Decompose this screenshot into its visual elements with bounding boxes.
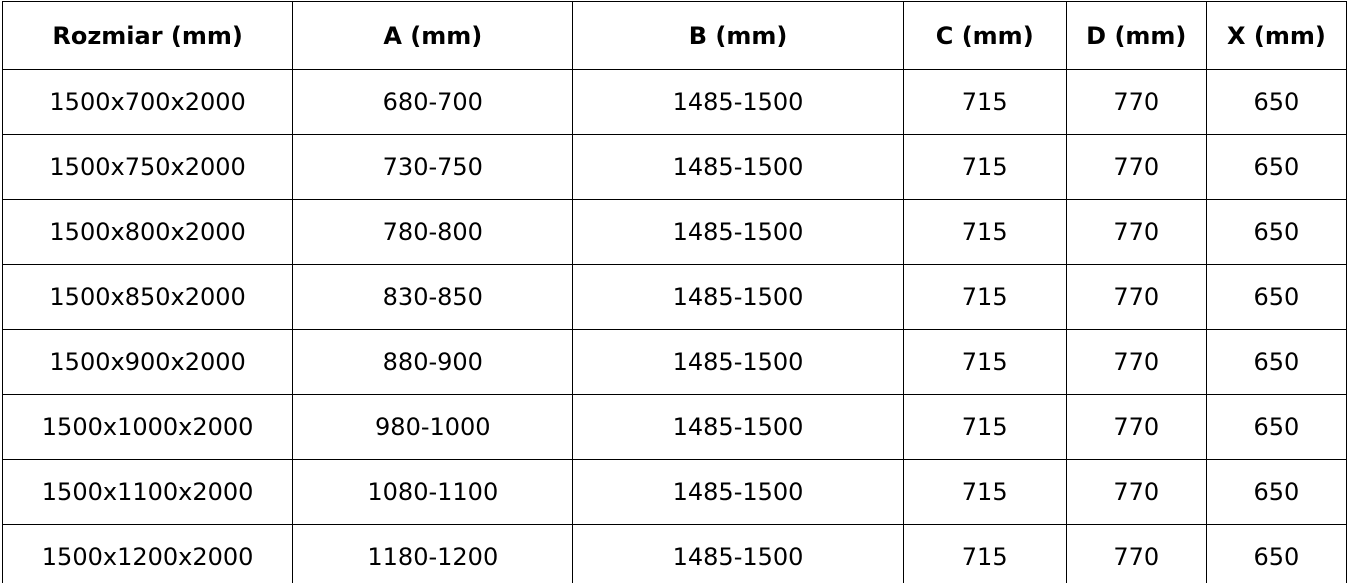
cell-x: 650 [1206, 135, 1346, 200]
cell-x: 650 [1206, 395, 1346, 460]
cell-c: 715 [903, 70, 1066, 135]
cell-c: 715 [903, 135, 1066, 200]
cell-b: 1485-1500 [573, 70, 903, 135]
table-row [3, 395, 1347, 460]
cell-b: 1485-1500 [573, 265, 903, 330]
cell-x: 650 [1206, 460, 1346, 525]
table-row [3, 135, 1347, 200]
cell-b: 1485-1500 [573, 525, 903, 583]
cell-d: 770 [1066, 70, 1206, 135]
cell-b: 1485-1500 [573, 200, 903, 265]
cell-x: 650 [1206, 525, 1346, 583]
table-header-row [3, 2, 1347, 70]
table-row [3, 200, 1347, 265]
size-table [2, 1, 1347, 583]
table-body [3, 70, 1347, 583]
cell-a: 730-750 [293, 135, 573, 200]
column-header-rozmiar: Rozmiar (mm) [3, 2, 293, 70]
cell-rozmiar: 1500x800x2000 [3, 200, 293, 265]
cell-x: 650 [1206, 200, 1346, 265]
cell-a: 830-850 [293, 265, 573, 330]
column-header-x: X (mm) [1206, 2, 1346, 70]
cell-x: 650 [1206, 70, 1346, 135]
column-header-b: B (mm) [573, 2, 903, 70]
cell-a: 780-800 [293, 200, 573, 265]
cell-b: 1485-1500 [573, 395, 903, 460]
cell-rozmiar: 1500x750x2000 [3, 135, 293, 200]
cell-x: 650 [1206, 330, 1346, 395]
table-row [3, 525, 1347, 583]
table-row [3, 70, 1347, 135]
cell-rozmiar: 1500x900x2000 [3, 330, 293, 395]
cell-c: 715 [903, 395, 1066, 460]
cell-rozmiar: 1500x700x2000 [3, 70, 293, 135]
table-header [3, 2, 1347, 70]
cell-c: 715 [903, 265, 1066, 330]
table-row [3, 330, 1347, 395]
cell-a: 1080-1100 [293, 460, 573, 525]
column-header-d: D (mm) [1066, 2, 1206, 70]
column-header-a: A (mm) [293, 2, 573, 70]
cell-d: 770 [1066, 460, 1206, 525]
cell-rozmiar: 1500x1000x2000 [3, 395, 293, 460]
cell-b: 1485-1500 [573, 135, 903, 200]
cell-a: 680-700 [293, 70, 573, 135]
cell-b: 1485-1500 [573, 460, 903, 525]
cell-d: 770 [1066, 135, 1206, 200]
cell-b: 1485-1500 [573, 330, 903, 395]
cell-c: 715 [903, 200, 1066, 265]
cell-x: 650 [1206, 265, 1346, 330]
cell-d: 770 [1066, 330, 1206, 395]
table-row [3, 265, 1347, 330]
cell-d: 770 [1066, 395, 1206, 460]
cell-a: 980-1000 [293, 395, 573, 460]
cell-rozmiar: 1500x1100x2000 [3, 460, 293, 525]
cell-c: 715 [903, 330, 1066, 395]
cell-a: 1180-1200 [293, 525, 573, 583]
cell-rozmiar: 1500x850x2000 [3, 265, 293, 330]
column-header-c: C (mm) [903, 2, 1066, 70]
cell-c: 715 [903, 525, 1066, 583]
cell-a: 880-900 [293, 330, 573, 395]
cell-rozmiar: 1500x1200x2000 [3, 525, 293, 583]
cell-d: 770 [1066, 200, 1206, 265]
cell-d: 770 [1066, 265, 1206, 330]
cell-c: 715 [903, 460, 1066, 525]
table-row [3, 460, 1347, 525]
cell-d: 770 [1066, 525, 1206, 583]
